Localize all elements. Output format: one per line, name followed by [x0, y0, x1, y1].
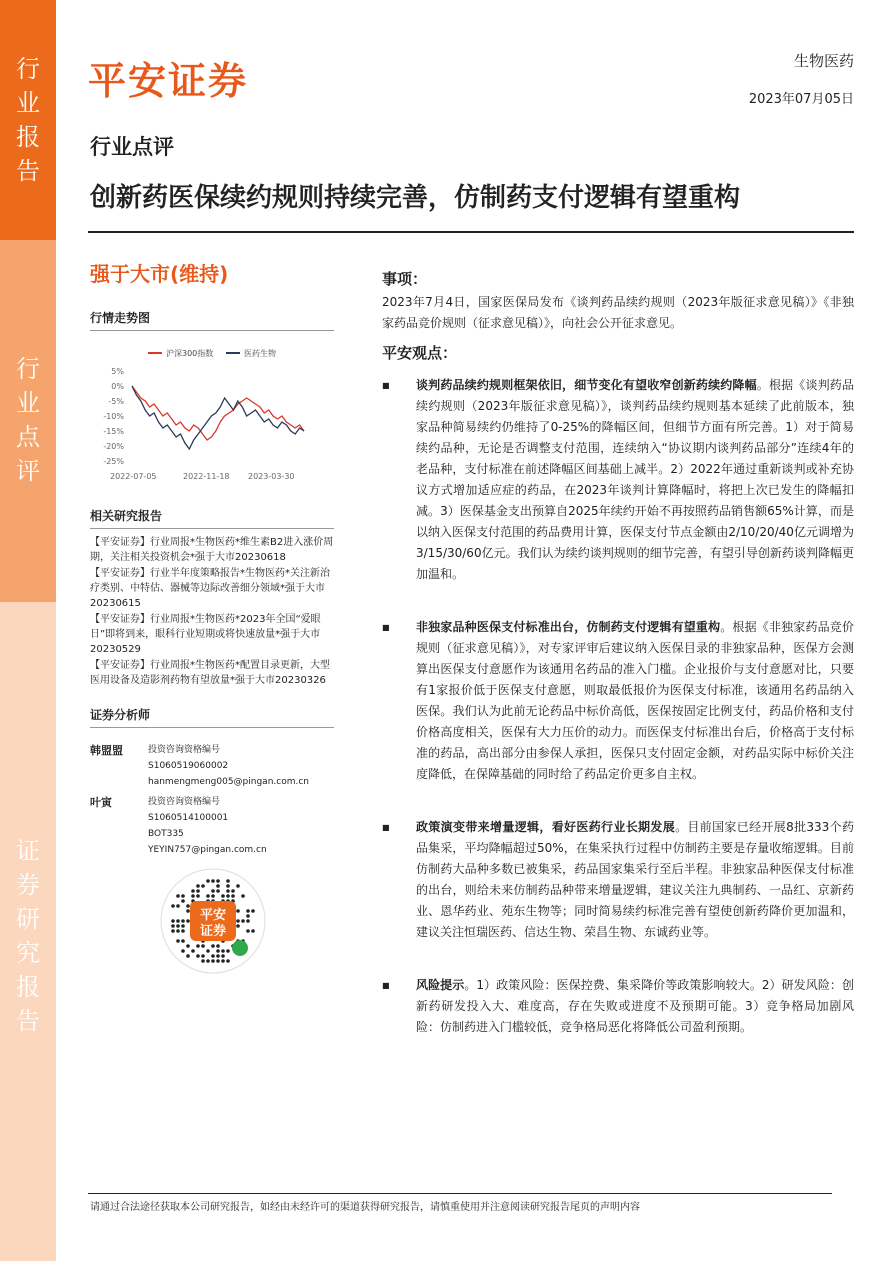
- related-reports-list: [90, 535, 334, 688]
- qr-dot: [181, 939, 185, 943]
- qr-dot: [201, 959, 205, 963]
- qr-dot: [236, 884, 240, 888]
- view-bullet: [382, 617, 854, 785]
- wechat-icon: [232, 940, 248, 956]
- qr-dot: [211, 959, 215, 963]
- qr-dot: [176, 919, 180, 923]
- footer-disclaimer: 请通过合法途径获取本公司研究报告，如经由未经许可的渠道获得研究报告，请慎重使用并注意阅读研究报告尾页的声明内容: [90, 1202, 640, 1213]
- qr-dot: [221, 954, 225, 958]
- event-heading: 事项：: [382, 270, 428, 288]
- analyst-email[interactable]: hanmengmeng005@pingan.com.cn: [148, 777, 309, 787]
- analyst-info: [148, 742, 309, 790]
- side-label-research: 证券研究报告: [16, 837, 40, 1035]
- qr-dot: [216, 879, 220, 883]
- qr-dot: [181, 924, 185, 928]
- qr-dot: [226, 959, 230, 963]
- qr-dot: [186, 909, 190, 913]
- y-tick-label: 0%: [111, 382, 124, 391]
- analyst-entry: [90, 742, 334, 790]
- qr-dot: [226, 884, 230, 888]
- event-text: 2023年7月4日，国家医保局发布《谈判药品续约规则（2023年版征求意见稿）》《非独家药品竞价规则（征求意见稿）》，向社会公开征求意见。: [382, 295, 854, 330]
- view-bullet: [382, 975, 854, 1038]
- analyst-email[interactable]: YEYIN757@pingan.com.cn: [148, 845, 267, 855]
- qr-dot: [206, 949, 210, 953]
- bullet-lead: 风险提示: [416, 978, 465, 992]
- legend-label: 医药生物: [244, 349, 276, 358]
- report-kicker: 行业点评: [90, 135, 174, 159]
- bullet-lead: 谈判药品续约规则框架依旧，细节变化有望收窄创新药续约降幅: [416, 378, 757, 392]
- qr-dot: [181, 894, 185, 898]
- bullet-body: 。根据《谈判药品续约规则（2023年版征求意见稿）》，谈判药品续约规则基本延续了此前版本，独家品种简易续约仍维持了0-25%的降幅区间，但细节方面有所完善。1）对于简易续约品种，无论是否调整支付范围，连续纳入“协议期内谈判药品部分”连续4年的老品种，支付标准在前述降幅区间基础上减半。2）2022年通过重新谈判或补充协议方式增加适应症的药品，在2023年谈判计算降幅时，将把上次已发生的降幅扣减。3）医保基金支出预算自2025年续约开始不再按照药品销售额65%计算，而是以纳入医保支付范围的药品费用计算，医保支付节点金额由2/10/20/40亿元调增为3/15/30/60亿元。我们认为续约谈判规则的细节完善，有望引导创新药谈判降幅更加温和。: [416, 378, 854, 581]
- bullet-icon: ■: [382, 381, 390, 390]
- view-heading: 平安观点：: [382, 344, 458, 362]
- qr-logo-text: 平安: [199, 908, 227, 923]
- qr-dot: [206, 959, 210, 963]
- y-tick-label: -10%: [103, 412, 124, 421]
- qr-dot: [241, 894, 245, 898]
- bullet-body: 。目前国家已经开展8批333个药品集采，平均降幅超过50%，在集采执行过程中仿制药主要是存量收缩逻辑。目前仿制药大品种多数已被集采，药品国家集采行至后半程。非独家品种医保支付标准的出台，则给未来仿制药品种带来增量逻辑，建议关注九典制药、一品红、京新药业、恩华药业、苑东生物等；同时简易续约标准完善有望使创新药降价更加温和，建议关注恒瑞医药、信达生物、荣昌生物、东诚药业等。: [416, 820, 854, 939]
- x-tick-label: 2022-07-05: [110, 472, 157, 481]
- bullet-body: 。根据《非独家药品竞价规则（征求意见稿）》，对专家评审后建议纳入医保目录的非独家品种，医保方会测算出医保支付意愿作为该通用名药品的准入门槛。企业报价与支付意愿对比，只要有1家报价低于医保支付意愿，则取最低报价为医保支付标准，该通用名药品纳入医保。我们认为此前无论药品中标价高低，医保按固定比例支付，药品价格和支付价格高度相关，医保有大力压价的动力。而医保支付标准出台后，价格高于支付标准的药品，高出部分由参保人承担，医保只支付固定金额，对药品实际中标价关注度降低，在保障基础的同时给了药品定价更多自主权。: [416, 620, 854, 781]
- qr-dot: [211, 894, 215, 898]
- analyst-cert-label: 投资咨询资格编号: [148, 797, 221, 807]
- qr-dot: [176, 939, 180, 943]
- qr-dot: [176, 924, 180, 928]
- qr-dot: [211, 944, 215, 948]
- report-date: 2023年07月05日: [748, 92, 854, 107]
- rating-label: 强于大市(维持): [90, 262, 229, 286]
- bullet-text: [416, 975, 854, 1038]
- qr-dot: [191, 889, 195, 893]
- qr-dot: [196, 944, 200, 948]
- x-tick-label: 2022-11-18: [183, 472, 230, 481]
- series-line: [132, 386, 304, 440]
- bullet-text: [416, 617, 854, 785]
- qr-dot: [211, 879, 215, 883]
- legend-label: 沪深300指数: [166, 349, 214, 358]
- bullet-icon: ■: [382, 823, 390, 832]
- qr-logo-text: 证券: [199, 924, 227, 939]
- related-report-item[interactable]: 【平安证券】行业周报*生物医药*2023年全国“爱眼日”即将到来，眼科行业短期或将快速放量*强于大市20230529: [90, 614, 321, 655]
- qr-dot: [216, 949, 220, 953]
- qr-dot: [216, 944, 220, 948]
- qr-dot: [211, 889, 215, 893]
- market-trend-chart: [90, 333, 334, 485]
- qr-dot: [181, 899, 185, 903]
- qr-dot: [236, 919, 240, 923]
- qr-dot: [201, 884, 205, 888]
- trend-chart-svg: [90, 333, 334, 485]
- qr-dot: [226, 879, 230, 883]
- bullet-body: 。1）政策风险：医保控费、集采降价等政策影响较大。2）研发风险：创新药研发投入大、难度高，存在失败或进度不及预期可能。3）竞争格局加剧风险：仿制药进入门槛较低，竞争格局恶化将降低公司盈利预期。: [416, 978, 854, 1034]
- related-report-item[interactable]: 【平安证券】行业周报*生物医药*维生素B2进入涨价周期，关注相关投资机会*强于大市20230618: [90, 537, 334, 563]
- analyst-id: BOT335: [148, 829, 184, 839]
- y-tick-label: 5%: [111, 367, 124, 376]
- qr-code-graphic: [160, 868, 266, 974]
- qr-dot: [201, 944, 205, 948]
- side-segment-report-type: [0, 0, 56, 240]
- analyst-entry: [90, 794, 334, 858]
- qr-dot: [196, 894, 200, 898]
- related-report-item[interactable]: 【平安证券】行业半年度策略报告*生物医药*关注新治疗类别、中特估、器械等边际改善细分领域*强于大市20230615: [90, 568, 330, 609]
- qr-dot: [236, 924, 240, 928]
- qr-dot: [246, 909, 250, 913]
- side-segment-research: [0, 602, 56, 1261]
- qr-dot: [196, 954, 200, 958]
- analyst-cert-label: 投资咨询资格编号: [148, 745, 221, 755]
- qr-dot: [186, 919, 190, 923]
- qr-dot: [226, 889, 230, 893]
- sector-label: 生物医药: [793, 52, 854, 70]
- qr-dot: [176, 929, 180, 933]
- bullet-text: [416, 817, 854, 943]
- qr-dot: [216, 954, 220, 958]
- qr-dot: [181, 949, 185, 953]
- view-bullet: [382, 817, 854, 943]
- qr-dot: [221, 959, 225, 963]
- reports-heading: 相关研究报告: [90, 507, 334, 529]
- qr-dot: [171, 919, 175, 923]
- y-tick-label: -15%: [103, 427, 124, 436]
- qr-dot: [186, 944, 190, 948]
- analyst-name: 叶寅: [90, 796, 112, 809]
- qr-dot: [171, 904, 175, 908]
- qr-dot: [251, 929, 255, 933]
- qr-dot: [231, 894, 235, 898]
- qr-dot: [241, 919, 245, 923]
- qr-dot: [221, 949, 225, 953]
- left-column: [90, 258, 334, 974]
- qr-dot: [211, 954, 215, 958]
- related-report-item[interactable]: 【平安证券】行业周报*生物医药*配置目录更新，大型医用设备及造影剂药物有望放量*强于大市20230326: [90, 660, 330, 686]
- qr-dot: [246, 914, 250, 918]
- qr-dot: [201, 954, 205, 958]
- side-segment-review: [0, 240, 56, 602]
- chart-heading: 行情走势图: [90, 309, 334, 331]
- view-bullet: [382, 375, 854, 585]
- bullet-icon: ■: [382, 981, 390, 990]
- analyst-cert-number: S1060519060002: [148, 761, 229, 771]
- qr-dot: [221, 894, 225, 898]
- qr-dot: [226, 949, 230, 953]
- qr-dot: [196, 884, 200, 888]
- qr-dot: [186, 954, 190, 958]
- qr-dot: [196, 889, 200, 893]
- analyst-cert-number: S1060514100001: [148, 813, 229, 823]
- bullet-lead: 非独家品种医保支付标准出台，仿制药支付逻辑有望重构: [416, 620, 721, 634]
- qr-dot: [231, 889, 235, 893]
- qr-dot: [226, 894, 230, 898]
- qr-dot: [251, 909, 255, 913]
- qr-dot: [206, 894, 210, 898]
- bullet-icon: ■: [382, 623, 390, 632]
- qr-dot: [191, 894, 195, 898]
- mini-program-qr-code[interactable]: [160, 868, 266, 974]
- qr-dot: [181, 929, 185, 933]
- qr-dot: [176, 904, 180, 908]
- x-tick-label: 2023-03-30: [248, 472, 295, 481]
- y-tick-label: -25%: [103, 457, 124, 466]
- qr-dot: [246, 919, 250, 923]
- footer-divider: [88, 1193, 832, 1194]
- right-column: [382, 268, 854, 1038]
- qr-dot: [216, 884, 220, 888]
- qr-dot: [171, 929, 175, 933]
- analyst-info: [148, 794, 267, 858]
- side-label-review: 行业点评: [16, 355, 40, 485]
- qr-dot: [216, 889, 220, 893]
- qr-dot: [181, 919, 185, 923]
- y-tick-label: -20%: [103, 442, 124, 451]
- qr-dot: [216, 959, 220, 963]
- series-line: [132, 386, 304, 449]
- title-divider: [88, 231, 854, 233]
- report-title: 创新药医保续约规则持续完善，仿制药支付逻辑有望重构: [90, 183, 741, 213]
- side-banner: [0, 0, 56, 1261]
- y-tick-label: -5%: [108, 397, 124, 406]
- analyst-name: 韩盟盟: [90, 744, 123, 757]
- qr-dot: [246, 929, 250, 933]
- side-label-report-type: 行业报告: [16, 55, 40, 185]
- qr-dot: [186, 904, 190, 908]
- qr-dot: [176, 894, 180, 898]
- qr-dot: [191, 949, 195, 953]
- bullet-lead: 政策演变带来增量逻辑，看好医药行业长期发展: [416, 820, 676, 834]
- qr-dot: [206, 879, 210, 883]
- analyst-heading: 证券分析师: [90, 706, 334, 728]
- qr-dot: [236, 909, 240, 913]
- qr-dot: [171, 924, 175, 928]
- company-logo: 平安证券: [88, 59, 249, 103]
- bullet-text: [416, 375, 854, 585]
